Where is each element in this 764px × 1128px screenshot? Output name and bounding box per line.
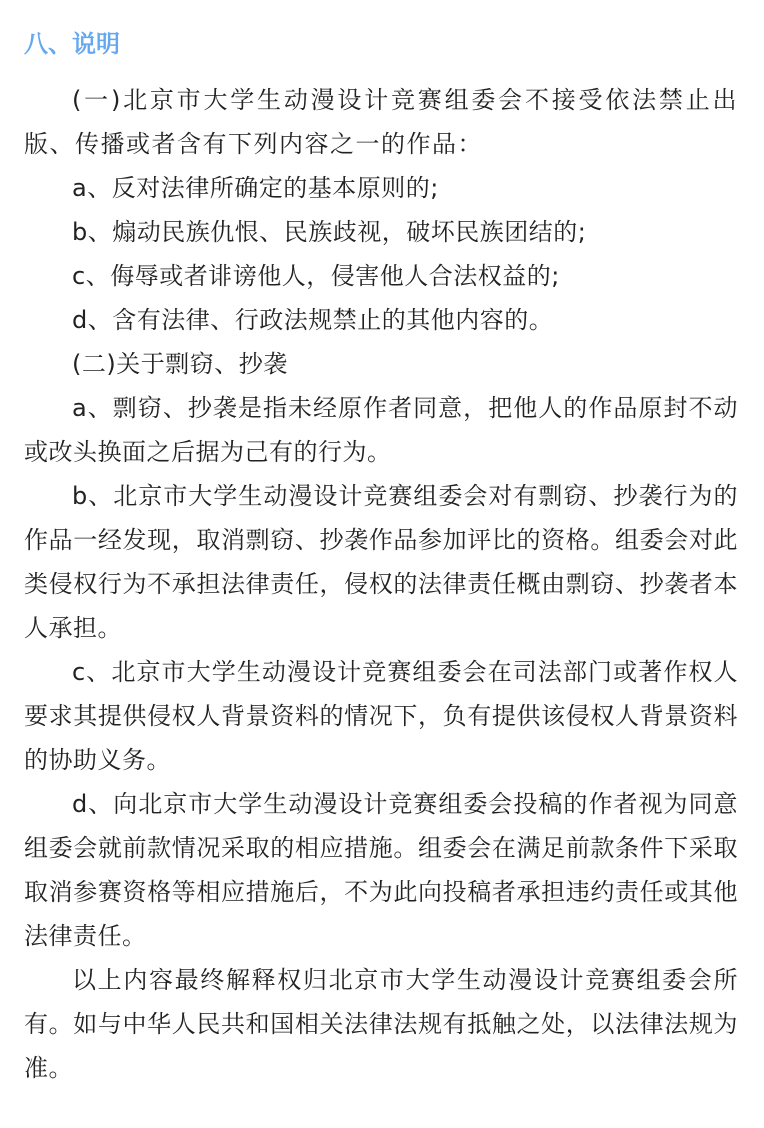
section-heading: 八、说明	[24, 30, 120, 58]
paragraph-plagiarism-b: b、北京市大学生动漫设计竞赛组委会对有剽窃、抄袭行为的作品一经发现，取消剽窃、抄袭作品参加评比的资格。组委会对此类侵权行为不承担法律责任，侵权的法律责任概由剽窃、抄袭者本人承担。	[24, 482, 738, 642]
paragraph-plagiarism-d: d、向北京市大学生动漫设计竞赛组委会投稿的作者视为同意组委会就前款情况采取的相应措施。组委会在满足前款条件下采取取消参赛资格等相应措施后，不为此向投稿者承担违约责任或其他法律责任。	[24, 790, 738, 950]
paragraph-item-d: d、含有法律、行政法规禁止的其他内容的。	[72, 306, 554, 334]
paragraph-plagiarism-c: c、北京市大学生动漫设计竞赛组委会在司法部门或著作权人要求其提供侵权人背景资料的情况下，负有提供该侵权人背景资料的协助义务。	[24, 658, 738, 774]
paragraph-final-interpretation: 以上内容最终解释权归北京市大学生动漫设计竞赛组委会所有。如与中华人民共和国相关法律法规有抵触之处，以法律法规为准。	[24, 966, 738, 1082]
paragraph-plagiarism-a: a、剽窃、抄袭是指未经原作者同意，把他人的作品原封不动或改头换面之后据为己有的行为。	[24, 394, 738, 466]
paragraph-item-a: a、反对法律所确定的基本原则的;	[72, 174, 439, 202]
paragraph-plagiarism-heading: (二)关于剽窃、抄袭	[72, 350, 288, 378]
paragraph-item-b: b、煽动民族仇恨、民族歧视，破坏民族团结的;	[72, 218, 587, 246]
paragraph-item-c: c、侮辱或者诽谤他人，侵害他人合法权益的;	[72, 262, 560, 290]
paragraph-prohibited-content-intro: (一)北京市大学生动漫设计竞赛组委会不接受依法禁止出版、传播或者含有下列内容之一的作品：	[24, 86, 738, 158]
